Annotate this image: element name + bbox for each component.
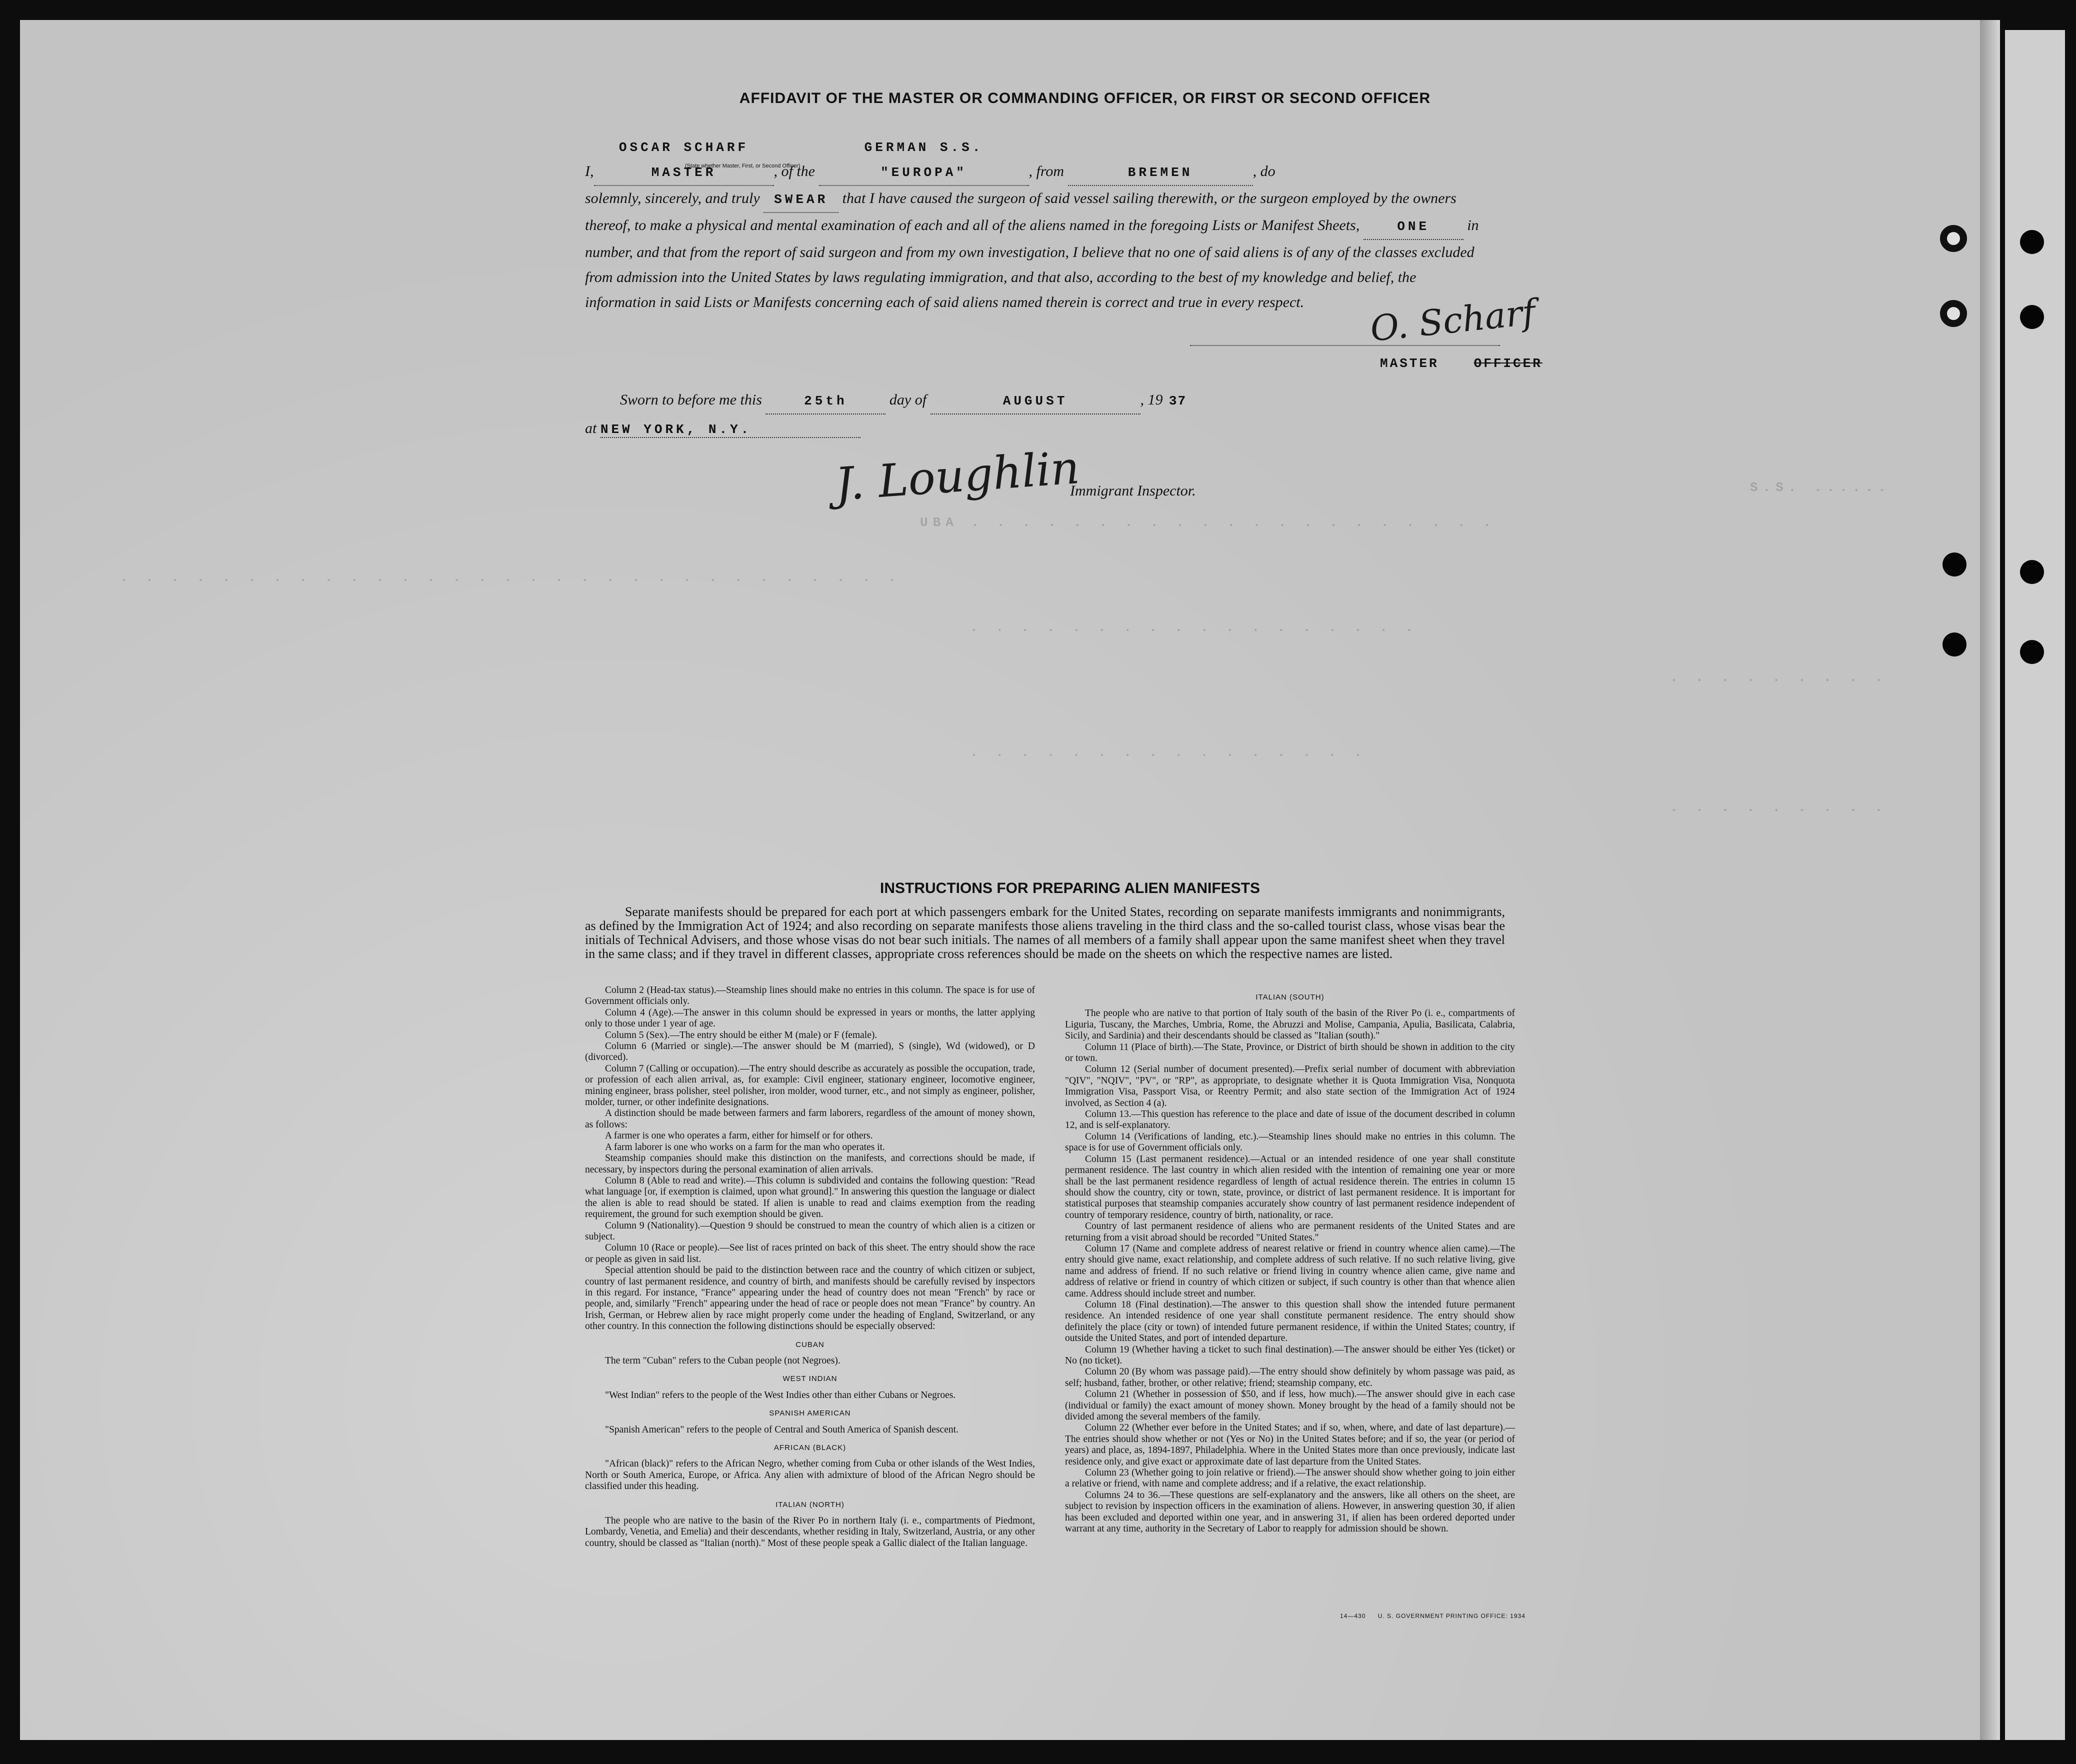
punch-hole-icon xyxy=(2020,560,2044,584)
sworn-month-field: AUGUST xyxy=(930,388,1140,414)
section-heading: CUBAN xyxy=(796,1340,824,1349)
affidavit-from: , from xyxy=(1028,163,1064,180)
sworn-year-prefix: , 19 xyxy=(1140,392,1163,408)
struck-title: OFFICER xyxy=(1474,356,1542,371)
instruction-paragraph: Column 7 (Calling or occupation).—The entry should describe as accurately as possible the occupation, trade, or profession of each alien arrival, as, for example: Civil engineer, stationary engineer, locomotive engineer, mining engineer, brass polisher, steel polisher, iron molder, wood turner, etc., and not simply as engineer, polisher, molder, turner, or other indefinite designations. xyxy=(585,1063,1035,1108)
instructions-intro: Separate manifests should be prepared for each port at which passengers embark for the United States, recording on separate manifests immigrants and nonimmigrants, as defined by the Immigration Act of 1924; and also recording on separate manifests those aliens traveling in the third class and the so-called tourist class, whose visas bear the initials of Technical Advisers, and those whose visas do not bear such initials. The names of all members of a family shall appear upon the same manifest sheet when they travel in the same class; and if they travel in different classes, appropriate cross references should be made on the sheets on which the respective names are listed. xyxy=(585,904,1505,961)
bleed-through-text: . . . . . . . . . xyxy=(1670,670,1888,685)
instruction-paragraph: Column 11 (Place of birth).—The State, Province, or District of birth should be shown in addition to the city or town. xyxy=(1065,1042,1515,1064)
instruction-paragraph: Column 18 (Final destination).—The answer to this question shall show the intended future permanent residence. An intended residence of one year shall constitute permanent residence. The entry should show definitely the place (city or town) of intended future permanent residence, if within the United States; country, if outside the United States, and port of intended departure. xyxy=(1065,1299,1515,1344)
punch-hole-icon xyxy=(2020,230,2044,254)
instruction-paragraph: Column 13.—This question has reference to the place and date of issue of the document described in column 12, and is self-explanatory. xyxy=(1065,1109,1515,1131)
punch-hole-icon xyxy=(2020,305,2044,329)
instruction-paragraph: Column 21 (Whether in possession of $50, and if less, how much).—The answer should give in each case (individual or family) the exact amount of money shown. Money brought by the head of a family should not be divided among the several members of the family. xyxy=(1065,1389,1515,1422)
affidavit-title: AFFIDAVIT OF THE MASTER OR COMMANDING OFFICER, OR FIRST OR SECOND OFFICER xyxy=(739,90,1431,106)
bleed-through-text: S.S. ...... xyxy=(1750,480,1891,495)
instruction-paragraph: Country of last permanent residence of aliens who are permanent residents of the United States and are returning from a visit abroad should be recorded "United States." xyxy=(1065,1221,1515,1243)
manifest-sheet xyxy=(20,20,2000,1740)
instruction-paragraph: Column 22 (Whether ever before in the United States; and if so, when, where, and date of last departure).—The entries should show whether or not (Yes or No) in the United States before; and if so, the year (or period of years) and place, as, 1894-1897, Philadelphia. Where in the United States more than once previously, indicate last residence only, and give exact or approximate date of last departure from the United States. xyxy=(1065,1422,1515,1467)
sworn-day-field: 25th xyxy=(766,388,886,414)
sworn-at: at xyxy=(585,420,597,436)
oath-field: SWEAR xyxy=(764,187,838,213)
punch-hole-icon xyxy=(1942,552,1966,576)
instruction-paragraph: A farmer is one who operates a farm, either for himself or for others. xyxy=(605,1130,873,1142)
instruction-paragraph: Column 4 (Age).—The answer in this column should be expressed in years or months, the latter applying only to those under 1 year of age. xyxy=(585,1007,1035,1030)
instruction-paragraph: Special attention should be paid to the distinction between race and the country of which citizen or subject, country of last permanent residence, and country of birth, and manifests should be carefully revised by inspectors in this regard. For instance, "France" appearing under the head of country does not mean "French" by race or people, and, similarly "French" appearing under the head of race or people does not mean "France" by country. An Irish, German, or Hebrew alien by race might properly come under the heading of England, Switzerland, or any other country. In this connection the following distinctions should be especially observed: xyxy=(585,1265,1035,1332)
instruction-paragraph: Steamship companies should make this distinction on the manifests, and corrections should be made, if necessary, by inspectors during the personal examination of alien arrivals. xyxy=(585,1153,1035,1175)
master-signature: O. Scharf xyxy=(1368,291,1538,350)
instruction-paragraph: The people who are native to the basin of the River Po in northern Italy (i. e., compartments of Piedmont, Lombardy, Venetia, and Emelia) and their descendants, whether residing in Italy, Switzerland, Austria, or any other country, should be classed as "Italian (north)." Most of these people speak a Gallic dialect of the Italian language. xyxy=(585,1516,1035,1548)
punch-hole-icon xyxy=(1940,225,1967,252)
section-heading: AFRICAN (BLACK) xyxy=(774,1444,846,1452)
instruction-paragraph: "West Indian" refers to the people of the West Indies other than either Cubans or Negroes. xyxy=(605,1390,956,1400)
sheet-edge xyxy=(1980,20,2000,1740)
affidavit-solemnly: solemnly, sincerely, and truly xyxy=(585,190,760,206)
instruction-paragraph: Column 20 (By whom was passage paid).—The entry should show definitely by whom passage was paid, as self; husband, father, brother, or other relative; friend; steamship company, etc. xyxy=(1065,1366,1515,1388)
signature-line xyxy=(1190,345,1500,346)
instruction-paragraph: The people who are native to that portion of Italy south of the basin of the River Po (i. e., compartments of Liguria, Tuscany, the Marches, Umbria, Rome, the Abruzzi and Molise, Campania, Apulia, Basilicata, Calabria, Sicily, and Sardinia) and their descendants should be classed as "Italian (south)." xyxy=(1065,1008,1515,1042)
instruction-paragraph: Column 23 (Whether going to join relative or friend).—The answer should show whether going to join either a relative or friend, with name and complete address; and if a relative, the exact relationship. xyxy=(1065,1468,1515,1490)
punch-hole-icon xyxy=(2020,640,2044,664)
officer-name-field: OSCAR SCHARF MASTER xyxy=(594,135,774,186)
instruction-paragraph: Column 6 (Married or single).—The answer should be M (married), S (single), Wd (widowed), or D (divorced). xyxy=(585,1041,1035,1063)
bleed-through-text: UBA . . . . . . . . . . . . . . . . . . . . . xyxy=(920,515,1496,530)
sworn-pre: Sworn to before me this xyxy=(620,392,762,408)
instructions-title: INSTRUCTIONS FOR PREPARING ALIEN MANIFESTS xyxy=(880,880,1260,896)
sworn-place xyxy=(585,420,1485,438)
instruction-paragraph: Column 14 (Verifications of landing, etc.).—Steamship lines should make no entries in this column. The space is for use of Government officials only. xyxy=(1065,1131,1515,1154)
sworn-place-field: NEW YORK, N.Y. xyxy=(600,422,860,438)
sworn-year-field: 37 xyxy=(1168,394,1187,408)
instruction-paragraph: "Spanish American" refers to the people of Central and South America of Spanish descent. xyxy=(605,1424,958,1435)
bleed-through-text: . . . . . . . . . . . . . . . . xyxy=(970,745,1367,760)
affidavit-body xyxy=(585,135,1485,315)
instruction-paragraph: Column 15 (Last permanent residence).—Actual or an intended residence of one year shall constitute permanent residence. The last country in which alien resided with the intention of remaining one year or more shall be the last permanent residence regardless of length of actual residence therein. The entries in column 15 should show the country, city or town, state, province, or district of last permanent residence. It is important for statistical purposes that steamship companies accurately show country of last permanent residence independent of country of temporary residence, country of birth, nationality, or race. xyxy=(1065,1154,1515,1220)
section-heading: ITALIAN (NORTH) xyxy=(776,1500,844,1509)
inspector-signature: J. Loughlin xyxy=(833,442,1082,511)
section-heading: SPANISH AMERICAN xyxy=(769,1409,851,1418)
footer-printer: U. S. GOVERNMENT PRINTING OFFICE: 1934 xyxy=(1378,1612,1526,1620)
sheet-count-field: ONE xyxy=(1364,214,1464,240)
instruction-paragraph: Column 2 (Head-tax status).—Steamship lines should make no entries in this column. The space is for use of Government officials only. xyxy=(585,985,1035,1007)
affidavit-text-a: that I have caused the surgeon of said vessel sailing therewith, or the surgeon employed by the owners thereof, to make a physical and mental examination of each and all of the aliens named in the foregoing Lists or Manifest Sheets, xyxy=(585,190,1456,234)
instruction-paragraph: Column 5 (Sex).—The entry should be either M (male) or F (female). xyxy=(605,1030,878,1040)
punch-hole-icon xyxy=(1940,300,1967,327)
instruction-paragraph: A farm laborer is one who works on a farm for the man who operates it. xyxy=(605,1142,885,1152)
bleed-through-text: . . . . . . . . . . . . . . . . . . xyxy=(970,620,1418,635)
instruction-paragraph: Column 8 (Able to read and write).—This column is subdivided and contains the following question: "Read what language [or, if exemption is claimed, upon what ground]." In answering this question the language or dialect the alien is able to read should be stated. If alien is unable to read and claims exemption from the reading requirement, the ground for such exemption should be given. xyxy=(585,1175,1035,1220)
instruction-paragraph: Column 17 (Name and complete address of nearest relative or friend in country whence alien came).—The entry should give name, exact relationship, and complete address of such relative. If no such relative living, give name and address of friend. If no such relative or friend living in country whence alien came, give name and address of relative or friend in country of which citizen or subject, if such country is other than that whence alien came. Address should include street and number. xyxy=(1065,1243,1515,1299)
footer-form-number: 14—430 xyxy=(1340,1612,1366,1620)
instruction-paragraph: Column 12 (Serial number of document presented).—Prefix serial number of document with abbreviation "QIV", "NQIV", "PV", or "RP", as appropriate, to designate whether it is Quota Immigration Visa, Nonquota Immigration Visa, Passport Visa, or Reentry Permit; and also state section of the Immigration Act of 1924 involved, as Section 4 (a). xyxy=(1065,1064,1515,1108)
ship-name-field: GERMAN S.S. "EUROPA" xyxy=(819,135,1029,186)
affidavit-of-the: , of the xyxy=(774,163,815,180)
footer xyxy=(1340,1612,1536,1620)
binder-strip xyxy=(2005,30,2065,1740)
officer-title xyxy=(1380,356,1542,371)
instruction-paragraph: Column 10 (Race or people).—See list of races printed on back of this sheet. The entry should show the race or people as given in said list. xyxy=(585,1242,1035,1264)
sworn-statement xyxy=(620,388,1520,414)
instructions-left-column xyxy=(585,985,1035,1549)
section-heading: ITALIAN (SOUTH) xyxy=(1256,993,1324,1002)
inspector-label: Immigrant Inspector. xyxy=(1070,482,1196,499)
instruction-paragraph: Column 9 (Nationality).—Question 9 should be construed to mean the country of which alien is a citizen or subject. xyxy=(585,1220,1035,1242)
instruction-paragraph: Columns 24 to 36.—These questions are self-explanatory and the answers, like all others on the sheet, are subject to revision by inspection officers in the examination of aliens. However, in answering question 30, if alien has been excluded and deported within one year, and in answering 31, if alien has been ordered deported under warrant at any time, authority in the Secretary of Labor to reapply for admission should be shown. xyxy=(1065,1490,1515,1534)
officer-rank-note: (State whether Master, First, or Second Officer) xyxy=(685,163,800,169)
instruction-paragraph: "African (black)" refers to the African Negro, whether coming from Cuba or other islands of the West Indies, North or South America, Europe, or Africa. Any alien with admixture of blood of the African Negro should be classified under this heading. xyxy=(585,1458,1035,1492)
affidavit-i: I, xyxy=(585,163,594,180)
instruction-paragraph: Column 19 (Whether having a ticket to such final destination).—The answer should be either Yes (ticket) or No (no ticket). xyxy=(1065,1344,1515,1366)
affidavit-do: , do xyxy=(1252,163,1276,180)
officer-title-value: MASTER xyxy=(1380,356,1439,371)
bleed-through-text: . . . . . . . . . xyxy=(1670,800,1888,815)
affidavit-text-b: in number, and that from the report of said surgeon and from my own investigation, I believe that no one of said aliens is of any of the classes excluded from admission into the United States by laws regulating immigration, and that also, according to the best of my knowledge and belief, the information in said Lists or Manifests concerning each of said aliens named therein is correct and true in every respect. xyxy=(585,217,1479,310)
bleed-through-text: . . . . . . . . . . . . . . . . . . . . . . . . . . . . . . . xyxy=(120,570,901,585)
punch-hole-icon xyxy=(1942,632,1966,656)
instruction-paragraph: The term "Cuban" refers to the Cuban people (not Negroes). xyxy=(605,1356,840,1366)
sworn-day-of: day of xyxy=(889,392,927,408)
instructions-right-column xyxy=(1065,985,1515,1535)
section-heading: WEST INDIAN xyxy=(782,1374,838,1384)
port-field: BREMEN xyxy=(1068,160,1253,186)
instruction-paragraph: A distinction should be made between farmers and farm laborers, regardless of the amount of money shown, as follows: xyxy=(585,1108,1035,1130)
